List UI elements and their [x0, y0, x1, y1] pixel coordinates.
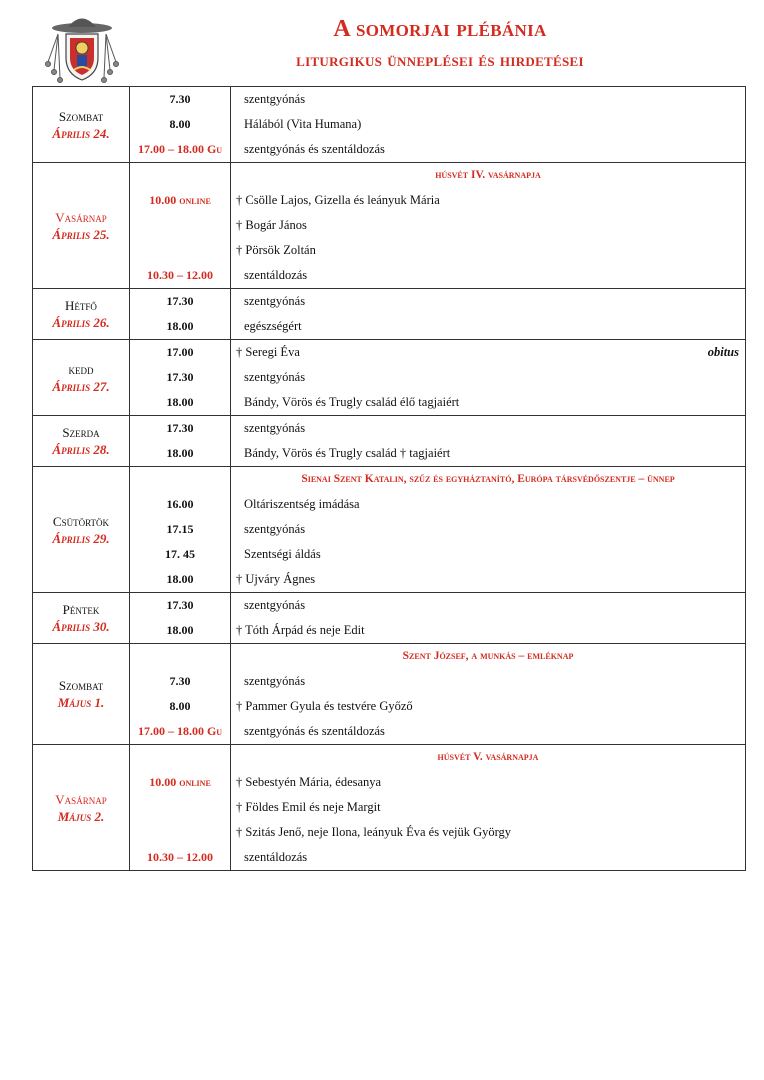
- day-name: Szombat: [58, 678, 104, 693]
- time-cell: [130, 340, 231, 416]
- description-cell: [231, 745, 746, 871]
- time-label: 10.30 – 12.00: [147, 268, 213, 282]
- time-label: 17.30: [166, 294, 194, 308]
- description-cell: [231, 416, 746, 467]
- intention-line: [231, 314, 745, 339]
- day-date: Május 2.: [57, 808, 105, 824]
- intention-text: Bogár János: [245, 218, 307, 232]
- cross-icon: †: [236, 572, 246, 586]
- time-cell: [130, 644, 231, 745]
- day-cell: [33, 416, 130, 467]
- intention-text: szentgyónás: [244, 674, 306, 688]
- intention-text: Ujváry Ágnes: [245, 572, 316, 586]
- intention-text: Seregi Éva: [245, 345, 300, 359]
- day-date: Május 1.: [57, 695, 105, 710]
- day-name: Szombat: [58, 108, 104, 124]
- intention-text: szentgyónás: [244, 598, 306, 612]
- intention-line: [231, 416, 745, 441]
- day-cell: [33, 467, 130, 593]
- intention-line: [231, 112, 745, 137]
- intention-line: [231, 441, 745, 466]
- day-cell: [33, 340, 130, 416]
- cross-icon: †: [236, 825, 246, 839]
- time-label: [130, 238, 230, 263]
- parish-coat-of-arms-icon: [44, 12, 120, 84]
- day-date: Április 30.: [52, 619, 110, 634]
- day-cell: [33, 593, 130, 644]
- intention-line: [231, 390, 745, 415]
- day-name: Csütörtök: [52, 513, 110, 529]
- time-label: 18.00: [166, 319, 194, 333]
- intention-text: szentgyónás: [244, 421, 306, 435]
- intention-text: szentgyónás és szentáldozás: [244, 142, 385, 156]
- description-cell: [231, 593, 746, 644]
- cross-icon: †: [236, 345, 246, 359]
- day-name: Vasárnap: [55, 791, 107, 807]
- time-label: 8.00: [169, 117, 191, 131]
- time-label: 10.00 online: [149, 193, 211, 207]
- time-label: 17.30: [166, 370, 194, 384]
- feast-label: húsvét V. vasárnapja: [437, 751, 539, 763]
- intention-line: [231, 492, 745, 517]
- day-row: [33, 745, 746, 871]
- day-cell: [33, 289, 130, 340]
- feast-label: Szent József, a munkás – emléknap: [402, 650, 574, 662]
- day-row: [33, 289, 746, 340]
- intention-line: [231, 188, 745, 213]
- intention-line: [231, 593, 745, 618]
- intention-line: [231, 542, 745, 567]
- spacer: [130, 745, 230, 770]
- day-name: Vasárnap: [55, 209, 107, 225]
- intention-line: [231, 567, 745, 592]
- description-cell: [231, 644, 746, 745]
- day-cell: [33, 87, 130, 163]
- intention-text: Földes Emil és neje Margit: [245, 800, 381, 814]
- intention-line: [231, 719, 745, 744]
- day-date: Április 29.: [52, 530, 110, 546]
- intention-text: Szitás Jenő, neje Ilona, leányuk Éva és vejük György: [245, 825, 512, 839]
- day-date: Április 24.: [52, 125, 110, 141]
- intention-line: [231, 137, 745, 162]
- spacer: [130, 644, 230, 669]
- page-title: A somorjai plébánia: [333, 16, 547, 42]
- description-cell: [231, 87, 746, 163]
- day-row: [33, 163, 746, 289]
- cross-icon: †: [236, 623, 246, 637]
- time-label: 17.00 – 18.00 Gu: [137, 142, 223, 156]
- feast-label: Sienai Szent Katalin, szűz és egyháztanító, Európa társvédőszentje – ünnep: [301, 473, 675, 485]
- intention-text: Szentségi áldás: [244, 547, 321, 561]
- time-label: 17.00 – 18.00 Gu: [137, 724, 223, 738]
- intention-text: szentgyónás: [244, 294, 306, 308]
- intention-line: [231, 213, 745, 238]
- time-cell: [130, 416, 231, 467]
- day-row: [33, 416, 746, 467]
- time-label: 16.00: [166, 497, 194, 511]
- time-label: 18.00: [166, 572, 194, 586]
- day-cell: [33, 745, 130, 871]
- day-name: kedd: [68, 361, 94, 377]
- obitus-note: obitus: [707, 345, 739, 359]
- day-row: [33, 87, 746, 163]
- cross-icon: †: [236, 193, 246, 207]
- day-date: Április 27.: [52, 378, 110, 394]
- intention-text: Csölle Lajos, Gizella és leányuk Mária: [245, 193, 440, 207]
- time-cell: [130, 467, 231, 593]
- intention-line: [231, 517, 745, 542]
- cross-icon: †: [236, 218, 246, 232]
- time-label: 17.30: [166, 421, 194, 435]
- time-label: 17. 45: [165, 547, 195, 561]
- intention-text: szentáldozás: [244, 268, 308, 282]
- intention-line: [231, 365, 745, 390]
- description-cell: [231, 340, 746, 416]
- time-cell: [130, 745, 231, 871]
- time-cell: [130, 593, 231, 644]
- intention-line: [231, 770, 745, 795]
- day-name: Hétfő: [65, 298, 97, 313]
- intention-text: szentgyónás: [244, 92, 306, 106]
- time-label: 7.30: [169, 92, 191, 106]
- cross-icon: †: [236, 699, 246, 713]
- time-label: 8.00: [169, 699, 191, 713]
- spacer: [130, 467, 230, 492]
- intention-text: szentgyónás: [244, 522, 306, 536]
- intention-line: [231, 340, 745, 365]
- intention-text: Pammer Gyula és testvére Győző: [245, 699, 413, 713]
- description-cell: [231, 289, 746, 340]
- schedule-table: [32, 86, 746, 871]
- intention-text: Oltáriszentség imádása: [244, 497, 360, 511]
- day-row: [33, 467, 746, 593]
- spacer: [130, 163, 230, 188]
- day-name: Péntek: [62, 602, 100, 617]
- intention-text: Tóth Árpád és neje Edit: [245, 623, 365, 637]
- day-name: Szerda: [62, 425, 100, 440]
- intention-text: Bándy, Vörös és Trugly család élő tagjaiért: [244, 395, 460, 409]
- intention-line: [231, 87, 745, 112]
- intention-text: Pörsök Zoltán: [245, 243, 316, 257]
- time-label: 10.30 – 12.00: [147, 850, 213, 864]
- day-date: Április 25.: [52, 226, 110, 242]
- intention-text: Hálából (Vita Humana): [244, 117, 362, 131]
- time-label: 17.30: [166, 598, 194, 612]
- description-cell: [231, 467, 746, 593]
- feast-label: húsvét IV. vasárnapja: [435, 169, 541, 181]
- intention-line: [231, 618, 745, 643]
- intention-text: szentgyónás és szentáldozás: [244, 724, 385, 738]
- day-cell: [33, 644, 130, 745]
- time-cell: [130, 289, 231, 340]
- intention-line: [231, 289, 745, 314]
- intention-text: szentáldozás: [244, 850, 308, 864]
- intention-text: szentgyónás: [244, 370, 306, 384]
- day-row: [33, 340, 746, 416]
- time-label: 7.30: [169, 674, 191, 688]
- time-label: [130, 795, 230, 820]
- day-cell: [33, 163, 130, 289]
- intention-line: [231, 263, 745, 288]
- intention-text: Bándy, Vörös és Trugly család † tagjaiért: [244, 446, 451, 460]
- time-label: [130, 213, 230, 238]
- intention-line: [231, 669, 745, 694]
- time-label: 18.00: [166, 395, 194, 409]
- day-date: Április 26.: [52, 315, 110, 330]
- day-row: [33, 593, 746, 644]
- time-label: 17.15: [166, 522, 194, 536]
- intention-line: [231, 845, 745, 870]
- time-label: 17.00: [166, 345, 194, 359]
- description-cell: [231, 163, 746, 289]
- cross-icon: †: [236, 775, 246, 789]
- day-row: [33, 644, 746, 745]
- time-cell: [130, 87, 231, 163]
- time-label: 18.00: [166, 623, 194, 637]
- cross-icon: †: [236, 800, 246, 814]
- time-label: 18.00: [166, 446, 194, 460]
- time-label: 10.00 online: [149, 775, 211, 789]
- cross-icon: †: [236, 243, 246, 257]
- intention-line: [231, 820, 745, 845]
- day-date: Április 28.: [52, 442, 110, 457]
- intention-line: [231, 694, 745, 719]
- intention-text: Sebestyén Mária, édesanya: [245, 775, 382, 789]
- intention-line: [231, 795, 745, 820]
- page-subtitle: liturgikus ünneplései és hirdetései: [296, 50, 584, 71]
- time-label: [130, 820, 230, 845]
- intention-text: egészségért: [244, 319, 302, 333]
- time-cell: [130, 163, 231, 289]
- intention-line: [231, 238, 745, 263]
